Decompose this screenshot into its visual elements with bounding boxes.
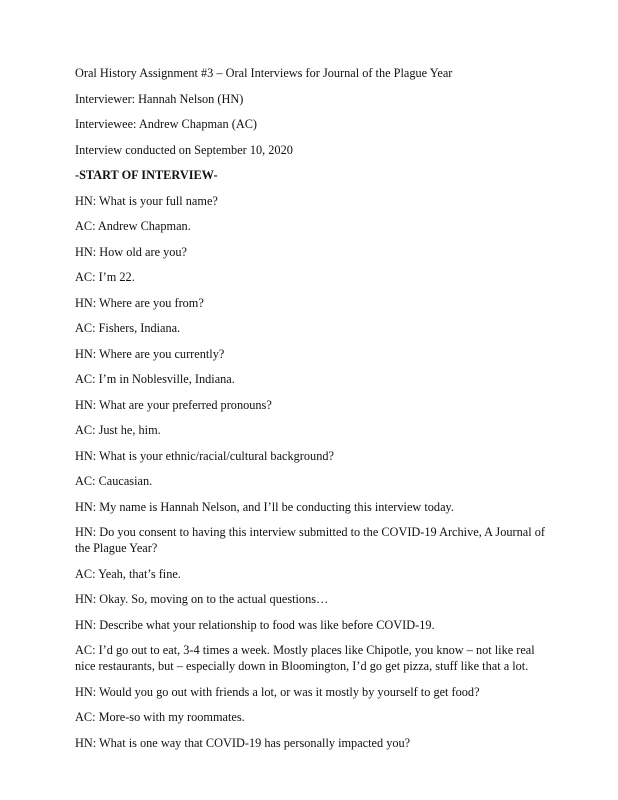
transcript-line: AC: Yeah, that’s fine. bbox=[75, 566, 181, 581]
transcript-line: AC: Andrew Chapman. bbox=[75, 219, 191, 233]
interview-date-line: Interview conducted on September 10, 2020 bbox=[75, 142, 293, 157]
transcript-line: HN: What is one way that COVID-19 has personally impacted you? bbox=[75, 735, 411, 750]
transcript-line: HN: Describe what your relationship to food was like before COVID-19. bbox=[75, 617, 435, 632]
transcript-line: HN: Where are you from? bbox=[75, 295, 204, 310]
document-title: Oral History Assignment #3 – Oral Interviews for Journal of the Plague Year bbox=[75, 66, 453, 80]
transcript-line: HN: Where are you currently? bbox=[75, 346, 225, 361]
transcript-line: HN: What is your ethnic/racial/cultural background? bbox=[75, 448, 334, 463]
transcript-line: HN: Would you go out with friends a lot, or was it mostly by yourself to get food? bbox=[75, 684, 480, 699]
transcript-line: AC: Caucasian. bbox=[75, 474, 153, 488]
transcript-line: AC: I’d go out to eat, 3-4 times a week. Mostly places like Chipotle, you know – not like real nice restaurants, but – especially down in Bloomington, I’d go get pizza, stuff like that a lot. bbox=[75, 643, 535, 673]
transcript-line: HN: Do you consent to having this interview submitted to the COVID-19 Archive, A Journal of the Plague Year? bbox=[75, 525, 545, 555]
start-of-interview-heading: -START OF INTERVIEW- bbox=[75, 168, 218, 182]
transcript-line: AC: I’m 22. bbox=[75, 270, 135, 284]
transcript-line: AC: I’m in Noblesville, Indiana. bbox=[75, 372, 235, 386]
transcript-line: AC: Fishers, Indiana. bbox=[75, 321, 181, 335]
transcript-line: AC: More-so with my roommates. bbox=[75, 710, 245, 724]
document-body bbox=[75, 65, 555, 760]
transcript-line: HN: How old are you? bbox=[75, 244, 188, 259]
transcript-line: HN: My name is Hannah Nelson, and I’ll be conducting this interview today. bbox=[75, 499, 454, 514]
interviewee-line: Interviewee: Andrew Chapman (AC) bbox=[75, 117, 258, 131]
transcript-line: AC: Just he, him. bbox=[75, 423, 161, 437]
interviewer-line: Interviewer: Hannah Nelson (HN) bbox=[75, 91, 244, 106]
transcript-line: HN: Okay. So, moving on to the actual questions… bbox=[75, 592, 329, 606]
transcript-line: HN: What is your full name? bbox=[75, 193, 218, 208]
transcript-line: HN: What are your preferred pronouns? bbox=[75, 397, 272, 412]
